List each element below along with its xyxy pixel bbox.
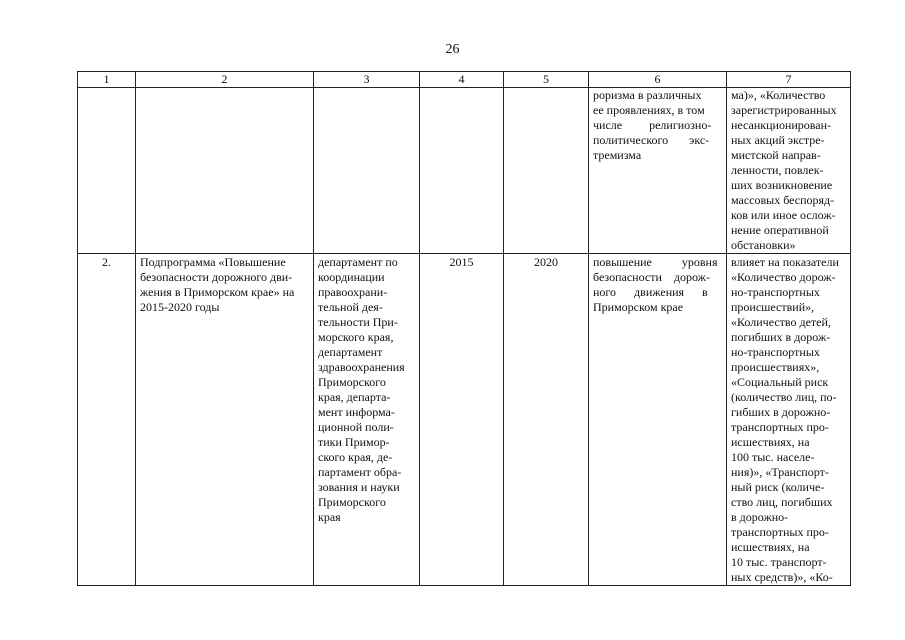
expected-result-cell: роризма в различных ее проявлениях, в том числе религиозно- политического экс- тремизма: [589, 88, 727, 254]
column-number-header: 5: [504, 72, 589, 88]
column-number-header: 6: [589, 72, 727, 88]
column-number-row: [78, 72, 851, 88]
program-name-cell: Подпрограмма «Повышение безопасности дорожного дви- жения в Приморском крае» на 2015-2020 годы: [136, 254, 314, 586]
table-row-subprogram-2: [78, 254, 851, 586]
expected-result-cell: повышение уровня безопасности дорож- ного движения в Приморском крае: [589, 254, 727, 586]
indicators-cell: ма)», «Количество зарегистрированных несанкционирован- ных акций экстре- мистской направ- ленности, повлек- ших возникновение массовых беспоряд- ков или иное ослож- нение оперативной обстановки»: [727, 88, 851, 254]
start-year-cell: 2015: [420, 254, 504, 586]
executor-cell: [314, 88, 420, 254]
row-number-cell: 2.: [78, 254, 136, 586]
program-name-cell: [136, 88, 314, 254]
page-number: 26: [445, 42, 460, 57]
end-year-cell: [504, 88, 589, 254]
row-number-cell: [78, 88, 136, 254]
program-table: [77, 71, 851, 586]
column-number-header: 1: [78, 72, 136, 88]
executor-cell: департамент по координации правоохрани- тельной дея- тельности При- морского края, департамент здравоохранения Приморского края, департа- мент информа- ционной поли- тики Примор- ского края, де- партамент обра- зования и науки Приморского края: [314, 254, 420, 586]
table-row-continued: [78, 88, 851, 254]
indicators-cell: влияет на показатели «Количество дорож- но-транспортных происшествий», «Количество детей, погибших в дорож- но-транспортных происшествиях», «Социальный риск (количество лиц, по- гибших в дорожно- транспортных про- исшествиях, на 100 тыс. населе- ния)», «Транспорт- ный риск (количе- ство лиц, погибших в дорожно- транспортных про- исшествиях, на 10 тыс. транспорт- ных средств)», «Ко-: [727, 254, 851, 586]
column-number-header: 7: [727, 72, 851, 88]
column-number-header: 2: [136, 72, 314, 88]
end-year-cell: 2020: [504, 254, 589, 586]
column-number-header: 3: [314, 72, 420, 88]
column-number-header: 4: [420, 72, 504, 88]
start-year-cell: [420, 88, 504, 254]
